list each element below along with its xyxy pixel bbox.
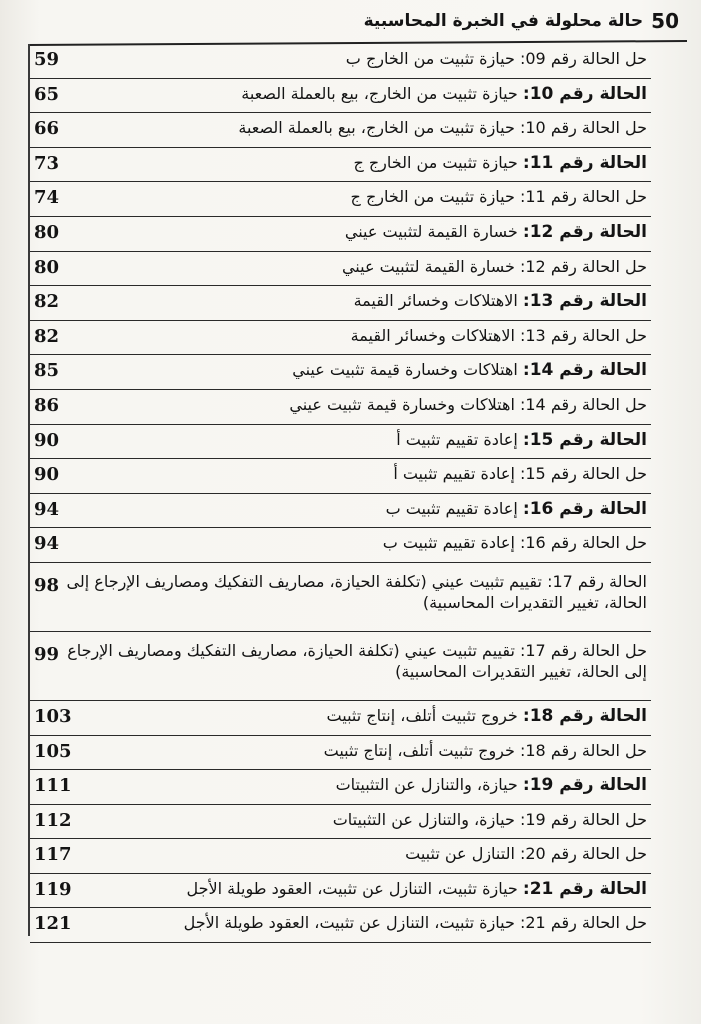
- toc-entry-title: إعادة تقييم تثبيت ب: [385, 498, 518, 518]
- toc-entry-prefix: الحالة رقم 11:: [522, 152, 647, 173]
- toc-entry-text: [396, 429, 647, 451]
- toc-entry-text: [342, 256, 647, 278]
- toc-entry-title: اهتلاكات وخسارة قيمة تثبيت عيني: [289, 394, 515, 414]
- toc-entry-prefix: الحالة رقم 16:: [522, 498, 647, 519]
- toc-entry-text: [324, 740, 647, 762]
- toc-entry: [30, 459, 651, 494]
- toc-entry-page-number: 103: [34, 705, 72, 727]
- toc-entry: [30, 805, 651, 840]
- toc-entry-title: خسارة القيمة لتثبيت عيني: [344, 221, 518, 241]
- toc-entry-page-number: 74: [34, 187, 60, 209]
- toc-entry: [30, 425, 651, 460]
- toc-entry-prefix: حل الحالة رقم 10:: [519, 118, 647, 138]
- page-header: [30, 6, 679, 36]
- toc-entry-page-number: 82: [34, 291, 60, 313]
- toc-entry-page-number: 117: [34, 844, 72, 866]
- toc-entry-page-number: 66: [34, 118, 60, 140]
- toc-entry-page-number: 73: [34, 152, 60, 174]
- toc-entry-title: خروج تثبيت أتلف، إنتاج تثبيت: [326, 705, 518, 725]
- toc-entry-text: [57, 571, 647, 613]
- toc-entry-title: إعادة تقييم تثبيت أ: [393, 464, 515, 484]
- page-number-header: 50: [651, 9, 679, 33]
- toc-entry: [30, 79, 651, 114]
- toc-entry-text: [405, 843, 647, 865]
- toc-entry-title: حيازة تثبيت من الخارج ج: [350, 187, 515, 207]
- toc-entry-page-number: 59: [34, 49, 60, 70]
- toc-entry-text: [346, 48, 647, 70]
- toc-entry-text: [351, 186, 647, 208]
- toc-entry-title: إعادة تقييم تثبيت ب: [382, 533, 515, 553]
- toc-entry-title: حيازة تثبيت من الخارج، بيع بالعملة الصعبة: [241, 83, 518, 103]
- toc-entry-page-number: 80: [34, 221, 60, 243]
- toc-entry-text: [292, 359, 647, 381]
- toc-entry-prefix: حل الحالة رقم 20:: [519, 844, 647, 864]
- toc-entry-page-number: 86: [34, 394, 60, 416]
- toc-entry-prefix: حل الحالة رقم 09:: [519, 49, 647, 68]
- toc-entry-page-number: 82: [34, 325, 60, 347]
- toc-entry: [30, 563, 651, 632]
- toc-entry-page-number: 94: [34, 533, 60, 555]
- toc-entry: [30, 355, 651, 390]
- toc-entry-page-number: 99: [34, 643, 60, 665]
- toc-entry: [30, 390, 651, 425]
- toc-entry-text: [353, 152, 647, 174]
- toc-entry-text: [345, 221, 647, 243]
- toc-entry-prefix: حل الحالة رقم 13:: [519, 325, 647, 345]
- toc-entry-text: [57, 640, 647, 682]
- toc-entry-text: [351, 325, 647, 347]
- toc-entry: [30, 44, 651, 79]
- toc-entry-title: حيازة تثبيت من الخارج، بيع بالعملة الصعبة: [238, 118, 515, 138]
- toc-entry-prefix: حل الحالة رقم 12:: [519, 256, 647, 276]
- toc-entry-text: [386, 498, 647, 520]
- toc-entry-prefix: حل الحالة رقم 16:: [519, 533, 647, 553]
- toc-entry-title: حيازة، والتنازل عن التثبيتات: [335, 775, 518, 795]
- toc-entry-text: [393, 463, 647, 485]
- toc-entry: [30, 908, 651, 943]
- book-title: حالة محلولة في الخبرة المحاسبية: [363, 11, 644, 31]
- toc-entry-title: إعادة تقييم تثبيت أ: [396, 429, 518, 449]
- toc-entry-text: [333, 809, 647, 831]
- toc-entry-page-number: 85: [34, 360, 60, 382]
- toc-entry-prefix: الحالة رقم 12:: [522, 221, 647, 242]
- toc-entry-prefix: الحالة رقم 17:: [547, 571, 647, 591]
- toc-entry-prefix: الحالة رقم 10:: [522, 83, 647, 104]
- toc-entry-prefix: الحالة رقم 21:: [522, 878, 647, 899]
- toc-entry-text: [289, 394, 647, 416]
- toc-entry-title: تقييم تثبيت عيني (تكلفة الحيازة، مصاريف التفكيك ومصاريف الإرجاع إلى الحالة، تغيير التقديرات المحاسبية): [66, 571, 647, 612]
- toc-entry: [30, 632, 651, 701]
- toc-entry: [30, 217, 651, 252]
- toc-entry-page-number: 119: [34, 878, 72, 900]
- toc-entry-prefix: الحالة رقم 14:: [522, 360, 647, 381]
- toc-entry-page-number: 65: [34, 83, 60, 105]
- toc-entry-title: حيازة، والتنازل عن التثبيتات: [332, 809, 515, 829]
- toc-entry: [30, 839, 651, 874]
- toc-entry: [30, 736, 651, 771]
- toc-entry-text: [383, 532, 647, 554]
- toc-entry-text: [336, 774, 647, 796]
- toc-entry-prefix: الحالة رقم 13:: [522, 291, 647, 312]
- toc-entry-prefix: حل الحالة رقم 18:: [519, 740, 647, 760]
- toc-entry: [30, 494, 651, 529]
- toc-entry-prefix: حل الحالة رقم 11:: [519, 187, 647, 207]
- toc-entry-text: [354, 290, 647, 312]
- toc-entry: [30, 286, 651, 321]
- toc-entry-text: [327, 705, 647, 727]
- toc-entry-text: [241, 83, 647, 105]
- toc-entry-title: حيازة تثبيت، التنازل عن تثبيت، العقود طويلة الأجل: [186, 878, 518, 898]
- toc-entry-text: [187, 878, 648, 900]
- toc-entry-title: اهتلاكات وخسارة قيمة تثبيت عيني: [292, 360, 518, 380]
- toc-entry-title: حيازة تثبيت من الخارج ج: [353, 152, 518, 172]
- toc-entry: [30, 148, 651, 183]
- toc-entry-title: حيازة تثبيت من الخارج ب: [345, 49, 515, 68]
- toc-entry-page-number: 111: [34, 775, 72, 797]
- toc-entry: [30, 252, 651, 287]
- table-of-contents: [30, 44, 651, 943]
- toc-entry: [30, 113, 651, 148]
- toc-entry-text: [238, 117, 647, 139]
- toc-entry: [30, 701, 651, 736]
- toc-entry-prefix: حل الحالة رقم 17:: [519, 640, 647, 660]
- toc-entry-prefix: الحالة رقم 18:: [522, 705, 647, 726]
- toc-entry-page-number: 98: [34, 574, 60, 596]
- toc-entry-prefix: الحالة رقم 15:: [522, 429, 647, 450]
- toc-entry: [30, 528, 651, 563]
- toc-entry-prefix: حل الحالة رقم 14:: [519, 394, 647, 414]
- toc-entry-page-number: 80: [34, 256, 60, 278]
- toc-entry-page-number: 112: [34, 809, 72, 831]
- toc-entry: [30, 770, 651, 805]
- toc-entry-page-number: 90: [34, 429, 60, 451]
- toc-entry: [30, 182, 651, 217]
- toc-entry-page-number: 94: [34, 498, 60, 520]
- toc-entry-title: التنازل عن تثبيت: [405, 844, 515, 864]
- toc-entry-title: الاهتلاكات وخسائر القيمة: [350, 325, 515, 345]
- toc-entry-title: الاهتلاكات وخسائر القيمة: [353, 291, 518, 311]
- toc-entry-title: تقييم تثبيت عيني (تكلفة الحيازة، مصاريف التفكيك ومصاريف الإرجاع إلى الحالة، تغيير التقديرات المحاسبية): [67, 640, 647, 681]
- toc-entry-page-number: 105: [34, 740, 72, 762]
- toc-entry-prefix: حل الحالة رقم 21:: [519, 913, 647, 933]
- toc-entry-title: خسارة القيمة لتثبيت عيني: [341, 256, 515, 276]
- toc-entry: [30, 874, 651, 909]
- toc-entry-text: [184, 912, 647, 934]
- toc-entry-prefix: حل الحالة رقم 15:: [519, 464, 647, 484]
- toc-entry-prefix: حل الحالة رقم 19:: [519, 809, 647, 829]
- toc-entry-prefix: الحالة رقم 19:: [522, 775, 647, 796]
- toc-entry-title: حيازة تثبيت، التنازل عن تثبيت، العقود طويلة الأجل: [183, 913, 515, 933]
- toc-entry: [30, 321, 651, 356]
- toc-entry-title: خروج تثبيت أتلف، إنتاج تثبيت: [323, 740, 515, 760]
- toc-entry-page-number: 121: [34, 913, 72, 935]
- toc-entry-page-number: 90: [34, 464, 60, 486]
